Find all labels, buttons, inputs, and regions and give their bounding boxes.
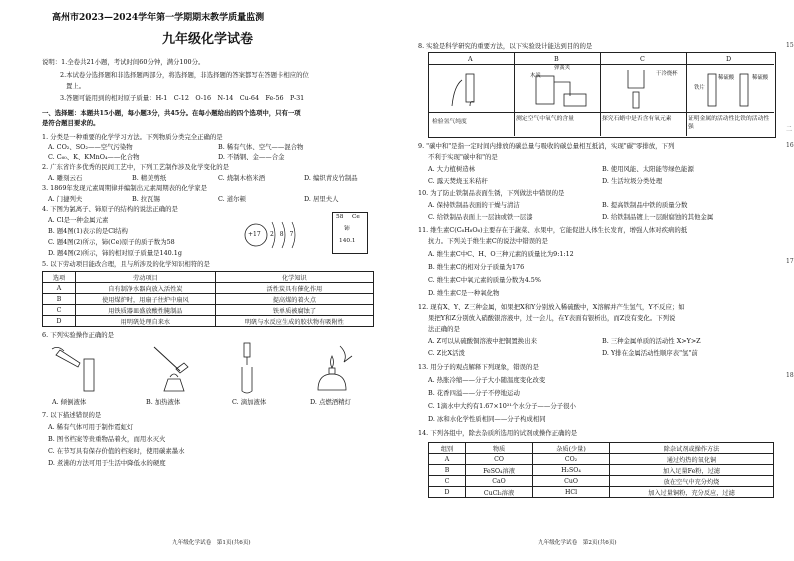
table-cell: HCl bbox=[533, 487, 610, 498]
q8-letter-b: B bbox=[554, 55, 559, 63]
table-cell: 加入足量Fe粉，过滤 bbox=[610, 465, 774, 476]
table-cell: CO bbox=[466, 454, 533, 465]
q12-option-c: C. Z比X活泼 bbox=[428, 349, 465, 357]
table-row bbox=[429, 454, 774, 465]
q6-option-a: A. 倾倒液体 bbox=[52, 398, 87, 406]
q10-stem: 10. 为了防止铁制品表面生锈，下列做法中错误的是 bbox=[418, 189, 565, 197]
cell-atomic-number: 58 bbox=[336, 214, 344, 220]
q1-option-d: D. 不锈钢、金——合金 bbox=[218, 153, 285, 161]
q2-option-b: B. 精美剪纸 bbox=[132, 174, 167, 182]
q13-option-c: C. 1滴水中大约有1.67×10²¹个水分子——分子很小 bbox=[428, 402, 576, 410]
q10-option-a: A. 保持铁制品表面的干燥与清洁 bbox=[428, 201, 520, 209]
q12-option-d: D. Y排在金属活动性顺序表"氢"前 bbox=[602, 349, 698, 357]
table-cell: 使用煤炉时，用扇子往炉中扇风 bbox=[76, 294, 216, 305]
q12-stem-3: 法正确的是 bbox=[428, 325, 460, 333]
table-cell: CaO bbox=[466, 476, 533, 487]
q6-stem: 6. 下列实验操作正确的是 bbox=[42, 331, 115, 339]
q11-stem: 11. 维生素C(C₆H₈O₆)主要存在于蔬菜、水果中，它能促进人体生长发育，增强人体对疾病的抵 bbox=[418, 226, 688, 234]
table-cell: A bbox=[43, 283, 76, 294]
table-cell: CuO bbox=[533, 476, 610, 487]
q2-option-a: A. 雕刻云石 bbox=[48, 174, 83, 182]
left-page-footer: 九年级化学试卷 第1页(共6页) bbox=[172, 540, 251, 546]
q13-option-d: D. 冰和水化学性质相同——分子构成相同 bbox=[428, 415, 546, 423]
table-cell: 通过灼热的氧化铜 bbox=[610, 454, 774, 465]
q4-option-a: A. Cl是一种金属元素 bbox=[48, 216, 109, 224]
table-header-cell: 选项 bbox=[43, 272, 76, 283]
hydrogen-purity-test-illustration bbox=[440, 66, 502, 110]
q1-stem: 1. 分类是一种重要的化学学习方法。下列物质分类完全正确的是 bbox=[42, 133, 223, 141]
section-heading: 一、选择题：本题共15小题，每小题3分，共45分。在每小题给出的四个选项中，只有一项 bbox=[42, 109, 301, 117]
table-cell: 用明矾处理自来水 bbox=[76, 316, 216, 327]
q9-option-a: A. 大力植树造林 bbox=[428, 165, 476, 173]
edge-mark: 二 bbox=[786, 126, 793, 133]
q7-option-b: B. 图书档案等贵重物品着火，而用水灭火 bbox=[48, 435, 166, 443]
q3-option-a: A. 门捷列夫 bbox=[48, 195, 83, 203]
q11-option-c: C. 维生素C中氧元素的质量分数为4.5% bbox=[428, 276, 541, 284]
q1-option-a: A. CO₂、SO₂——空气污染物 bbox=[48, 143, 133, 151]
q10-option-d: D. 给铁制品镀上一层耐腐蚀的其他金属 bbox=[602, 213, 714, 221]
q7-option-c: C. 在节写具有保存价值的档案时，使用碳素墨水 bbox=[48, 447, 185, 455]
q12-option-a: A. Z可以从硫酸铜溶液中把铜置换出来 bbox=[428, 337, 537, 345]
q4-stem: 4. 下图为氯离子、铈原子的结构的说法正确的是 bbox=[42, 205, 178, 213]
q5-stem: 5. 以下劳动项目能改合理，且与所涉及的化学知识相符的是 bbox=[42, 260, 210, 268]
q8-caption-b: 测定空气中氧气的含量 bbox=[516, 116, 574, 122]
q13-stem: 13. 用分子的观点解释下列现象，错误的是 bbox=[418, 363, 539, 371]
q2-option-c: C. 烧制木格米酒 bbox=[218, 174, 266, 182]
q8-letter-a: A bbox=[468, 55, 473, 63]
q14-table bbox=[428, 442, 774, 498]
q9-stem-2: 不利于实现"碳中和"的是 bbox=[428, 153, 498, 161]
q2-stem: 2. 广东省许多优秀的民间工艺中，下列工艺制作涉及化学变化的是 bbox=[42, 163, 230, 171]
table-header-cell: 组别 bbox=[429, 443, 466, 454]
label-dry-cold-beaker: 干冷烧杯 bbox=[656, 71, 678, 77]
table-cell: FeSO₄溶液 bbox=[466, 465, 533, 476]
instruction-3: 3.答题可能用到的相对原子质量：H-1 C-12 O-16 N-14 Cu-64 Fe-56 P-31 bbox=[60, 94, 305, 102]
table-cell: H₂SO₄ bbox=[533, 465, 610, 476]
label-dilute-acid-1: 稀硫酸 bbox=[718, 75, 735, 81]
table-header-cell: 物质 bbox=[466, 443, 533, 454]
q13-option-b: B. 花香四溢——分子不停地运动 bbox=[428, 389, 520, 397]
q8-caption-c: 探究石蜡中是否含有氧元素 bbox=[602, 116, 672, 122]
q6-option-b: B. 加热液体 bbox=[146, 398, 181, 406]
q9-option-b: B. 使用风能、太阳能等绿色能源 bbox=[602, 165, 694, 173]
q8-caption-a: 检验氢气纯度 bbox=[432, 119, 467, 125]
lighting-alcohol-lamp-illustration bbox=[304, 342, 364, 396]
q11-option-b: B. 维生素C的相对分子质量为176 bbox=[428, 263, 525, 271]
q1-option-c: C. C₆₀、K、KMnO₄——化合物 bbox=[48, 153, 140, 161]
table-cell: 铁单质被腐蚀了 bbox=[215, 305, 373, 316]
table-cell: D bbox=[429, 487, 466, 498]
left-page bbox=[42, 0, 392, 561]
q9-option-d: D. 生活垃圾分类处理 bbox=[602, 177, 663, 185]
q8-caption-d: 证明金属的活动性比铁的活动性强 bbox=[688, 116, 770, 130]
pouring-liquid-illustration bbox=[50, 345, 110, 395]
heating-liquid-illustration bbox=[140, 341, 200, 397]
q13-option-a: A. 热胀冷缩——分子大小随温度变化改变 bbox=[428, 376, 546, 384]
table-row bbox=[429, 487, 774, 498]
q3-option-c: C. 道尔顿 bbox=[218, 195, 246, 203]
label-iron-strip: 铁片 bbox=[694, 85, 705, 91]
table-cell: B bbox=[429, 465, 466, 476]
table-row bbox=[43, 305, 374, 316]
q7-stem: 7. 以下描述错误的是 bbox=[42, 411, 102, 419]
metal-activity-test-illustration bbox=[694, 64, 768, 110]
divider bbox=[428, 112, 774, 113]
q7-option-a: A. 稀有气体可用于制作霓虹灯 bbox=[48, 423, 134, 431]
table-cell: 用铁质器皿盛放酸性腌制品 bbox=[76, 305, 216, 316]
q11-option-a: A. 维生素C中C、H、O三种元素的质量比为9:1:12 bbox=[428, 250, 574, 258]
q12-option-b: B. 三种金属单质的活动性 X>Y>Z bbox=[602, 337, 701, 345]
table-row bbox=[429, 465, 774, 476]
q9-stem: 9. "碳中和"是指一定时间内排放的碳总量与吸收的碳总量相互抵消，实现"碳"零排放，下列 bbox=[418, 142, 675, 150]
q8-letter-d: D bbox=[726, 55, 732, 63]
table-cell: 加入过量铜粉，充分反应，过滤 bbox=[610, 487, 774, 498]
table-row bbox=[43, 283, 374, 294]
table-header-row bbox=[43, 272, 374, 283]
cell-name: 铈 bbox=[344, 226, 350, 232]
instruction-2: 2.本试卷分选择题和非选择题两部分，将选择题，非选择题的答案都写在答题卡相应的位 bbox=[60, 71, 309, 79]
table-header-cell: 化学知识 bbox=[215, 272, 373, 283]
q11-option-d: D. 维生素C是一种氧化物 bbox=[428, 289, 500, 297]
q2-option-d: D. 编织青皮竹制品 bbox=[304, 174, 358, 182]
q8-letter-c: C bbox=[640, 55, 645, 63]
table-cell: CuCl₂溶液 bbox=[466, 487, 533, 498]
dropping-liquid-illustration bbox=[228, 341, 268, 397]
label-charcoal: 木炭 bbox=[530, 73, 541, 79]
edge-mark: 18 bbox=[786, 372, 794, 379]
q10-option-c: C. 给铁制品表面上一层油或铁一层漆 bbox=[428, 213, 533, 221]
table-header-cell: 劳动项目 bbox=[76, 272, 216, 283]
table-row bbox=[43, 316, 374, 327]
exam-title: 高州市2023—2024学年第一学期期末教学质量监测 bbox=[52, 13, 265, 23]
table-cell: CO₂ bbox=[533, 454, 610, 465]
paper-title: 九年级化学试卷 bbox=[162, 32, 254, 47]
section-heading-2: 是符合题目要求的。 bbox=[42, 119, 100, 127]
table-row bbox=[429, 476, 774, 487]
atom-nucleus: +17 bbox=[248, 231, 261, 238]
instruction-1: 说明：1.全卷共21小题，考试时间60分钟，满分100分。 bbox=[42, 58, 205, 66]
instruction-2b: 置上。 bbox=[66, 82, 86, 90]
q10-option-b: B. 提高铁制品中铁的质量分数 bbox=[602, 201, 688, 209]
table-cell: 提高煤的着火点 bbox=[215, 294, 373, 305]
edge-mark: 17 bbox=[786, 258, 794, 265]
q6-option-d: D. 点燃酒精灯 bbox=[310, 398, 351, 406]
table-cell: A bbox=[429, 454, 466, 465]
cell-symbol: Ce bbox=[352, 214, 360, 220]
table-cell: 明矾与水反应生成的胶状物有吸附性 bbox=[215, 316, 373, 327]
table-row bbox=[43, 294, 374, 305]
table-cell: C bbox=[429, 476, 466, 487]
label-spring-clip: 弹簧夹 bbox=[554, 65, 571, 71]
q12-stem: 12. 现有X、Y、Z三种金属，如果把X和Y分别放入稀硫酸中，X溶解并产生氢气，Y不反应；如 bbox=[418, 303, 685, 311]
edge-mark: 16 bbox=[786, 142, 794, 149]
q7-option-d: D. 煮沸的方法可用于生活中降低水的硬度 bbox=[48, 459, 166, 467]
q11-stem-2: 抗力。下列关于维生素C的说法中错误的是 bbox=[428, 237, 548, 245]
table-header-cell: 杂质(少量) bbox=[533, 443, 610, 454]
label-dilute-acid-2: 稀硫酸 bbox=[752, 75, 769, 81]
q6-option-c: C. 滴加液体 bbox=[232, 398, 267, 406]
cell-mass: 140.1 bbox=[339, 238, 356, 244]
edge-mark: 15 bbox=[786, 42, 794, 49]
q12-stem-2: 果把Y和Z分别放入硝酸银溶液中，过一会儿，在Y表面有银析出，而Z没有变化。下列说 bbox=[428, 314, 676, 322]
right-page-footer: 九年级化学试卷 第2页(共6页) bbox=[538, 540, 617, 546]
q4-option-d: D. 题4图(2)所示，铈的相对原子质量是140.1g bbox=[48, 249, 182, 257]
q3-option-b: B. 拉瓦锡 bbox=[132, 195, 160, 203]
atom-shells: 2 8 7 bbox=[270, 231, 294, 238]
table-cell: 自有制净水器向放入活性炭 bbox=[76, 283, 216, 294]
q5-table bbox=[42, 271, 374, 327]
q1-option-b: B. 稀有气体、空气——混合物 bbox=[218, 143, 304, 151]
table-header-cell: 除杂试剂或操作方法 bbox=[610, 443, 774, 454]
q3-option-d: D. 居里夫人 bbox=[304, 195, 339, 203]
q14-stem: 14. 下列各组中，除去杂质所选用的试剂或操作正确的是 bbox=[418, 429, 578, 437]
table-cell: D bbox=[43, 316, 76, 327]
q4-option-c: C. 题4图(2)所示，铈(Ce)原子的质子数为58 bbox=[48, 238, 175, 246]
table-cell: 放在空气中充分灼烧 bbox=[610, 476, 774, 487]
table-cell: B bbox=[43, 294, 76, 305]
right-page bbox=[418, 0, 778, 561]
q3-stem: 3. 1869年发现元素周期律并编制出元素周期表的化学家是 bbox=[42, 184, 207, 192]
table-cell: 活性炭具有催化作用 bbox=[215, 283, 373, 294]
table-cell: C bbox=[43, 305, 76, 316]
q4-option-b: B. 题4图(1)表示的是Cl结构 bbox=[48, 227, 128, 235]
table-header-row bbox=[429, 443, 774, 454]
q8-stem: 8. 实验是科学研究的重要方法，以下实验设计能达到目的的是 bbox=[418, 42, 593, 50]
q9-option-c: C. 露天焚烧玉米秸秆 bbox=[428, 177, 488, 185]
